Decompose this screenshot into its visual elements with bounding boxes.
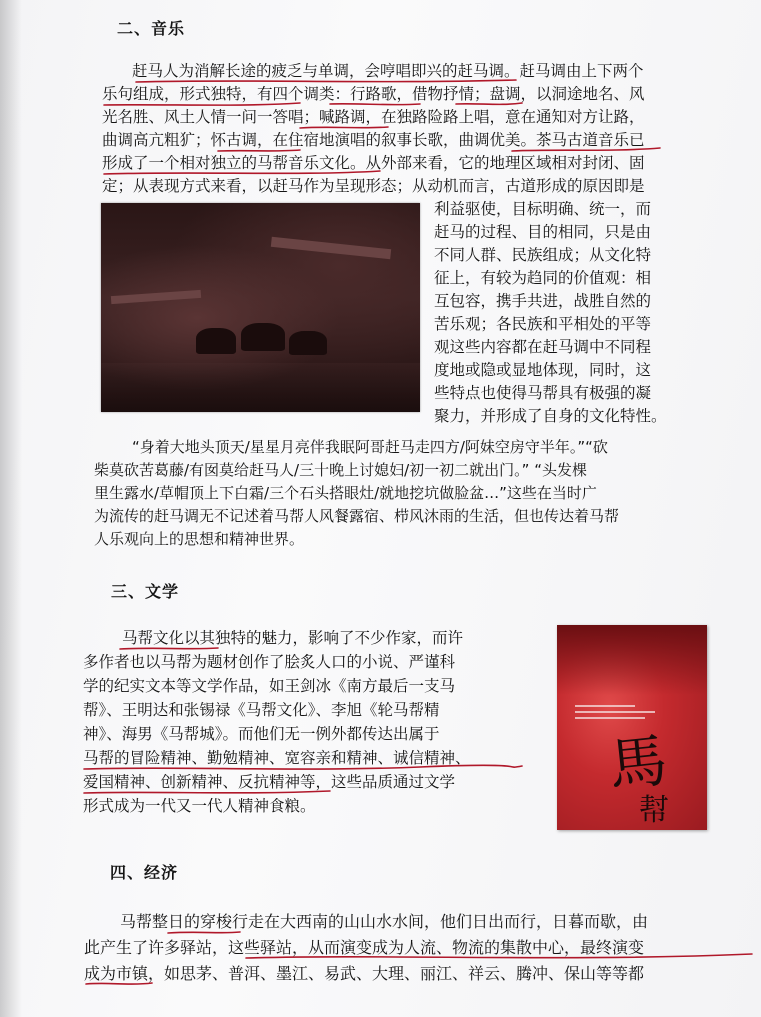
music-line-2: 乐句组成，形式独特，有四个调类：行路歌，借物抒情；盘调，以洞途地名、风 (102, 85, 645, 103)
music-side-5: 互包容，携手共进，战胜自然的 (434, 292, 652, 310)
music-side-4: 征上，有较为趋同的价值观：相 (434, 269, 652, 287)
econ-line-1: 马帮整日的穿梭行走在大西南的山山水水间，他们日出而行，日暮而歇，由 (120, 912, 649, 931)
heading-economy: 四、经济 (110, 863, 179, 882)
music-side-10: 聚力，并形成了自身的文化特性。 (434, 407, 667, 425)
music-line-1: 赶马人为消解长途的疲乏与单调，会哼唱即兴的赶马调。赶马调由上下两个 (132, 62, 644, 80)
lit-line-7: 爱国精神、创新精神、反抗精神等，这些品质通过文学 (83, 773, 456, 791)
quote-line-2: 柴莫砍苦葛藤/有囡莫给赶马人/三十晚上讨媳妇/初一初二就出门。” “头发棵 (94, 461, 587, 479)
music-side-1: 利益驱使，目标明确、统一，而 (434, 200, 652, 218)
lit-line-6: 马帮的冒险精神、勤勉精神、宽容亲和精神、诚信精神、 (83, 749, 471, 767)
music-side-7: 观这些内容都在赶马调中不同程 (434, 338, 652, 356)
music-line-6: 定；从表现方式来看，以赶马作为呈现形态；从动机而言，古道形成的原因即是 (102, 177, 645, 195)
econ-line-2: 此产生了许多驿站，这些驿站，从而演变成为人流、物流的集散中心，最终演变 (84, 938, 645, 957)
cover-glyph: 馬 (605, 726, 671, 800)
cover-glyph-2: 幇 (639, 793, 669, 828)
lit-line-8: 形式成为一代又一代人精神食粮。 (83, 797, 316, 815)
quote-line-1: “身着大地头顶天/星星月亮伴我眠阿哥赶马走四方/阿妹空房守半年。”“砍 (132, 438, 608, 456)
heading-music: 二、音乐 (117, 19, 186, 38)
music-line-3: 光名胜、风土人情一问一答唱；喊路调，在独路险路上唱，意在通知对方让路， (102, 108, 645, 126)
music-side-2: 赶马的过程、目的相同，只是由 (434, 223, 652, 241)
lit-line-4: 帮》、王明达和张锡禄《马帮文化》、李旭《轮马帮精 (83, 701, 440, 719)
lit-line-5: 神》、海男《马帮城》。而他们无一例外都传达出属于 (83, 725, 440, 743)
music-side-3: 不同人群、民族组成；从文化特 (434, 246, 652, 264)
quote-line-4: 为流传的赶马调无不记述着马帮人风餐露宿、栉风沐雨的生活，但也传达着马帮 (94, 507, 620, 525)
lit-line-3: 学的纪实文本等文学作品，如王剑冰《南方最后一支马 (83, 677, 456, 695)
music-side-9: 些特点也使得马帮具有极强的凝 (434, 384, 652, 402)
quote-line-3: 里生露水/草帽顶上下白霜/三个石头搭眼灶/就地挖坑做脸盆…”这些在当时广 (94, 484, 597, 502)
lit-line-2: 多作者也以马帮为题材创作了脍炙人口的小说、严谨科 (83, 653, 456, 671)
lit-line-1: 马帮文化以其独特的魅力，影响了不少作家，而许 (122, 629, 464, 647)
music-side-6: 苦乐观；各民族和平相处的平等 (434, 315, 652, 333)
music-side-8: 度地或隐或显地体现，同时，这 (434, 361, 652, 379)
econ-line-3: 成为市镇，如思茅、普洱、墨江、易武、大理、丽江、祥云、腾冲、保山等等都 (84, 964, 645, 983)
quote-line-5: 人乐观向上的思想和精神世界。 (94, 530, 305, 548)
music-line-5: 形成了一个相对独立的马帮音乐文化。从外部来看，它的地理区域相对封闭、固 (102, 154, 645, 172)
heading-literature: 三、文学 (111, 582, 180, 601)
music-line-4: 曲调高亢粗犷；怀古调，在住宿地演唱的叙事长歌，曲调优美。茶马古道音乐已 (102, 131, 645, 149)
